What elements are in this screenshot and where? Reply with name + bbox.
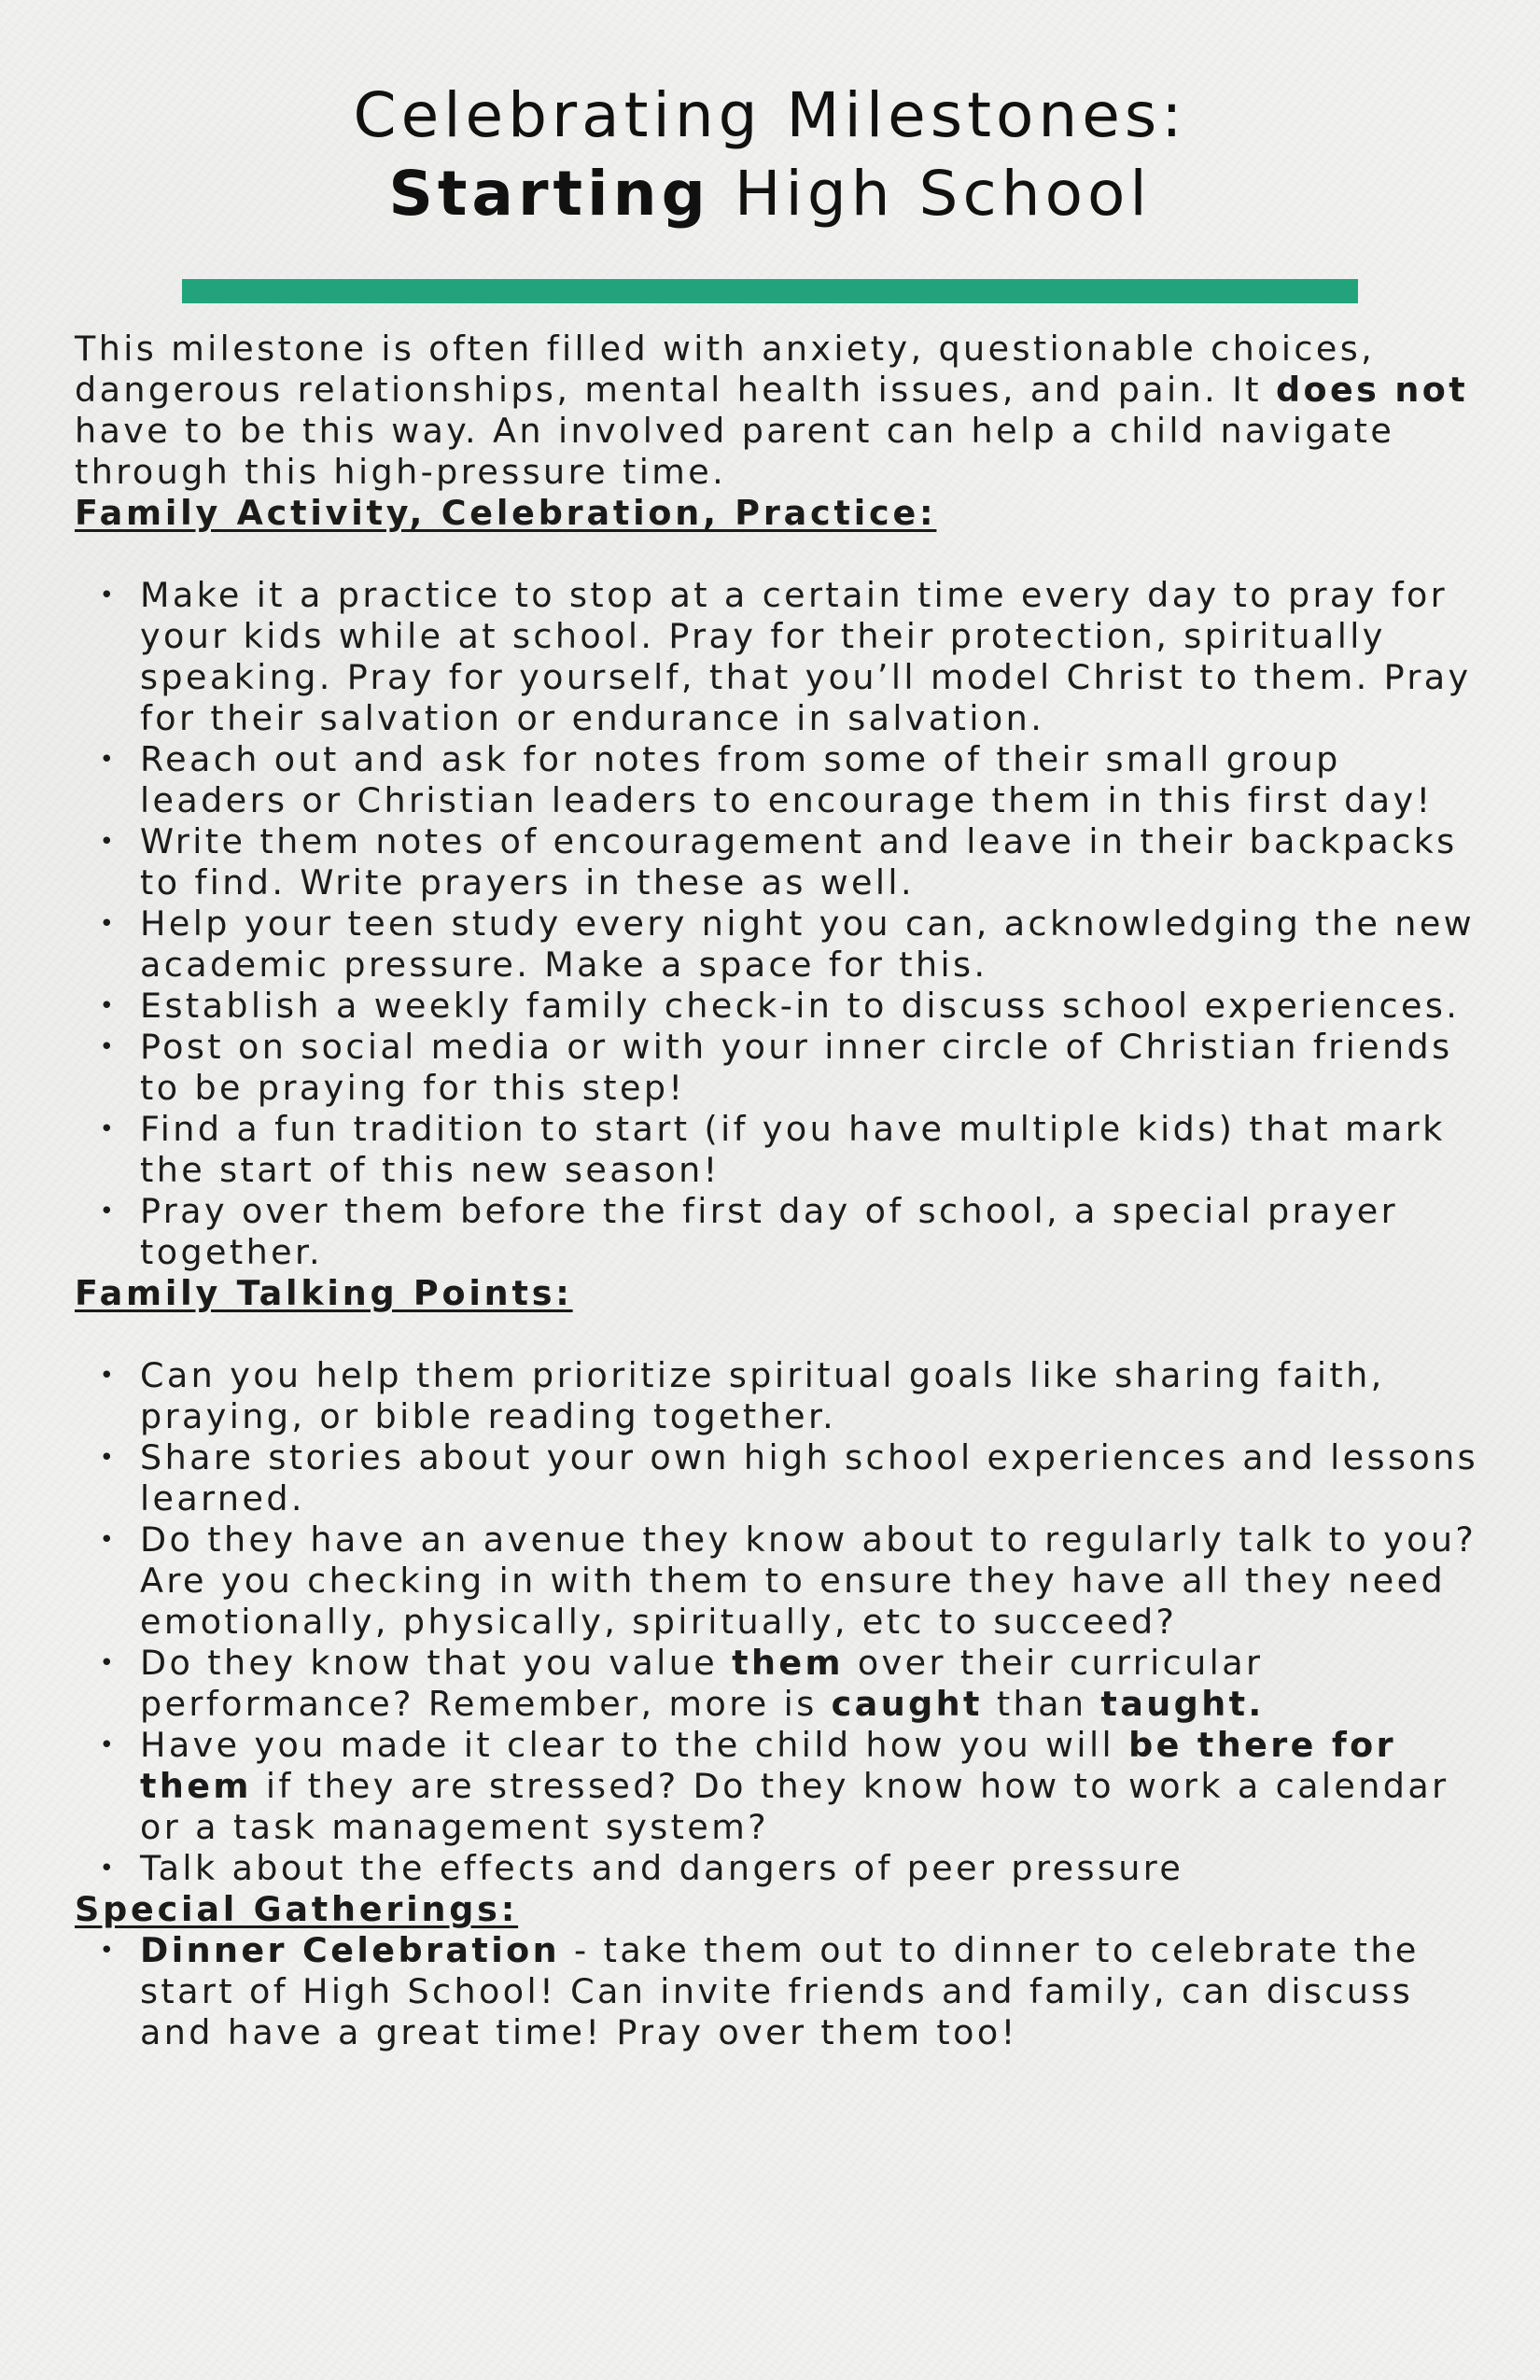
title-line-1: Celebrating Milestones: (353, 79, 1187, 151)
list-item-text-c: if they are stressed? Do they know how to work a calendar or a task management system? (140, 1766, 1449, 1847)
list-item-text: Reach out and ask for notes from some of their small group leaders or Christian leaders to encourage them in this first day! (140, 739, 1434, 820)
main-content (75, 329, 1484, 2053)
bullet-icon: • (99, 1855, 118, 1883)
bullet-icon: • (99, 1362, 118, 1390)
list-item (75, 821, 1484, 903)
section-heading-activity: Family Activity, Celebration, Practice: (75, 493, 937, 533)
bullet-icon: • (99, 1197, 118, 1225)
list-item (75, 1519, 1484, 1643)
list-item-text-a: Have you made it clear to the child how you will (140, 1725, 1129, 1765)
bullet-icon: • (99, 992, 118, 1020)
list-item-text: Can you help them prioritize spiritual goals like sharing faith, praying, or bible reading together. (140, 1355, 1385, 1436)
bullet-icon: • (99, 1731, 118, 1759)
list-item-text-c: over their curricular performance? Remember, more is (140, 1643, 1264, 1724)
intro-text-1: This milestone is often filled with anxiety, questionable choices, dangerous relationships, mental health issues, and pain. It (75, 329, 1376, 410)
title-line-2-rest: High School (709, 158, 1152, 230)
list-item (75, 1930, 1484, 2053)
bullet-icon: • (99, 1526, 118, 1554)
list-item-text: Pray over them before the first day of school, a special prayer together. (140, 1191, 1398, 1272)
list-item-text: Establish a weekly family check-in to discuss school experiences. (140, 986, 1461, 1026)
emphasis-text: be there for them (140, 1725, 1397, 1806)
list-item-text: Write them notes of encouragement and leave in their backpacks to find. Write prayers in these as well. (140, 821, 1458, 903)
list-item (75, 1027, 1484, 1109)
bullet-icon: • (99, 910, 118, 938)
emphasis-text: them (732, 1643, 844, 1683)
list-item-text-a: Do they know that you value (140, 1643, 733, 1683)
list-item (75, 903, 1484, 986)
list-item-text: Help your teen study every night you can, acknowledging the new academic pressure. Make a space for this. (140, 903, 1475, 985)
intro-bold: does not (1276, 370, 1469, 410)
list-item-text-e: than (982, 1684, 1101, 1724)
list-item-text: Post on social media or with your inner circle of Christian friends to be praying for this step! (140, 1027, 1453, 1108)
bullet-icon: • (99, 1937, 118, 1965)
emphasis-text: Dinner Celebration (140, 1930, 561, 1970)
list-item-text: Share stories about your own high school experiences and lessons learned. (140, 1437, 1479, 1519)
intro-paragraph (75, 329, 1484, 493)
talking-points-list (75, 1355, 1484, 1889)
list-item-text: Do they have an avenue they know about to regularly talk to you? Are you checking in with them to ensure they have all they need emotionally, physically, spiritually, etc to succeed? (140, 1519, 1477, 1642)
emphasis-text: caught (831, 1684, 983, 1724)
list-item (75, 575, 1484, 739)
gatherings-list (75, 1930, 1484, 2053)
list-item (75, 1725, 1484, 1848)
list-item (75, 1191, 1484, 1273)
list-item-text: - take them out to dinner to celebrate the start of High School! Can invite friends and family, can discuss and have a great time! Pray over them too! (140, 1930, 1420, 2052)
intro-text-2: have to be this way. An involved parent can help a child navigate through this high-pressure time. (75, 411, 1395, 492)
bullet-icon: • (99, 581, 118, 609)
page-title (0, 77, 1540, 233)
title-line-2-bold: Starting (388, 158, 710, 230)
list-item (75, 1355, 1484, 1437)
list-item-text: Find a fun tradition to start (if you have multiple kids) that mark the start of this new season! (140, 1109, 1446, 1190)
list-item (75, 739, 1484, 821)
bullet-icon: • (99, 746, 118, 774)
list-item (75, 1643, 1484, 1725)
title-divider (182, 279, 1358, 303)
section-heading-talking-points: Family Talking Points: (75, 1273, 573, 1313)
list-item-text: Make it a practice to stop at a certain time every day to pray for your kids while at school. Pray for their protection, spiritually speaking. Pray for yourself, that you’ll model Christ to them. Pray for their salvation or endurance in salvation. (140, 575, 1472, 738)
bullet-icon: • (99, 828, 118, 856)
bullet-icon: • (99, 1033, 118, 1061)
bullet-icon: • (99, 1115, 118, 1143)
title-line-2 (0, 155, 1540, 233)
bullet-icon: • (99, 1444, 118, 1472)
list-item (75, 986, 1484, 1027)
list-item (75, 1848, 1484, 1889)
section-heading-gatherings: Special Gatherings: (75, 1889, 519, 1929)
activity-list (75, 575, 1484, 1273)
emphasis-text: taught. (1100, 1684, 1265, 1724)
bullet-icon: • (99, 1649, 118, 1677)
list-item-text: Talk about the effects and dangers of peer pressure (140, 1848, 1184, 1888)
list-item (75, 1109, 1484, 1191)
list-item (75, 1437, 1484, 1519)
